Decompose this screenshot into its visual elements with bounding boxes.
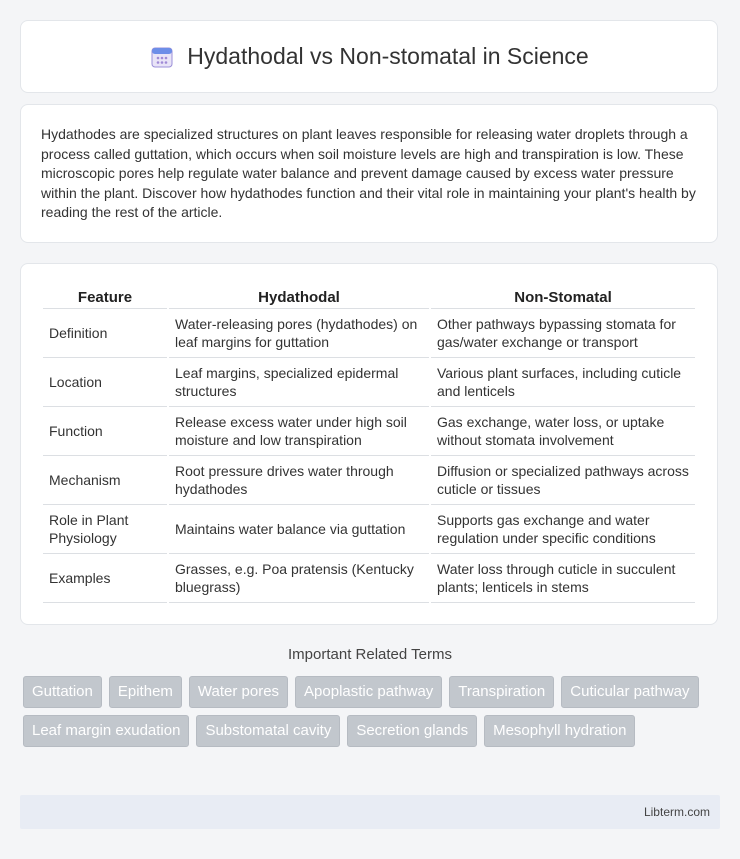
table-cell: Gas exchange, water loss, or uptake without stomata involvement (431, 406, 695, 455)
related-term-tag[interactable]: Leaf margin exudation (23, 715, 189, 747)
related-term-tag[interactable]: Secretion glands (347, 715, 477, 747)
footer (20, 795, 720, 829)
table-cell: Root pressure drives water through hydathodes (169, 455, 429, 504)
comparison-table (41, 284, 697, 603)
calendar-icon (149, 44, 175, 70)
intro-card (20, 104, 718, 243)
table-cell: Definition (43, 308, 167, 357)
table-row (43, 406, 695, 455)
related-term-tag[interactable]: Substomatal cavity (196, 715, 340, 747)
table-cell: Other pathways bypassing stomata for gas/water exchange or transport (431, 308, 695, 357)
table-cell: Various plant surfaces, including cuticle and lenticels (431, 357, 695, 406)
table-cell: Mechanism (43, 455, 167, 504)
table-cell: Diffusion or specialized pathways across cuticle or tissues (431, 455, 695, 504)
table-header-row (43, 284, 695, 308)
footer-site-link[interactable]: Libterm.com (643, 805, 710, 819)
column-header: Feature (77, 289, 133, 306)
related-term-tag[interactable]: Mesophyll hydration (484, 715, 635, 747)
page-title: Hydathodal vs Non-stomatal in Science (187, 43, 589, 69)
header-card (20, 20, 718, 93)
column-header: Hydathodal (258, 289, 340, 306)
table-cell: Water-releasing pores (hydathodes) on leaf margins for guttation (169, 308, 429, 357)
table-cell: Release excess water under high soil moisture and low transpiration (169, 406, 429, 455)
related-term-tag[interactable]: Transpiration (449, 676, 554, 708)
table-row (43, 308, 695, 357)
related-term-tag[interactable]: Water pores (189, 676, 288, 708)
related-term-tag[interactable]: Cuticular pathway (561, 676, 698, 708)
table-cell: Leaf margins, specialized epidermal structures (169, 357, 429, 406)
table-cell: Water loss through cuticle in succulent plants; lenticels in stems (431, 553, 695, 603)
table-cell: Location (43, 357, 167, 406)
table-cell: Grasses, e.g. Poa pratensis (Kentucky bluegrass) (169, 553, 429, 603)
table-cell: Examples (43, 553, 167, 603)
related-terms-list (23, 676, 723, 754)
table-cell: Maintains water balance via guttation (169, 504, 429, 553)
table-row (43, 357, 695, 406)
table-row (43, 455, 695, 504)
table-cell: Supports gas exchange and water regulation under specific conditions (431, 504, 695, 553)
table-row (43, 553, 695, 603)
column-header: Non-Stomatal (514, 289, 612, 306)
related-term-tag[interactable]: Guttation (23, 676, 102, 708)
table-cell: Function (43, 406, 167, 455)
comparison-card (20, 263, 718, 625)
table-cell: Role in Plant Physiology (43, 504, 167, 553)
related-terms-title: Important Related Terms (288, 646, 452, 663)
related-term-tag[interactable]: Apoplastic pathway (295, 676, 442, 708)
related-term-tag[interactable]: Epithem (109, 676, 182, 708)
intro-text: Hydathodes are specialized structures on plant leaves responsible for releasing water droplets through a process called guttation, which occurs when soil moisture levels are high and transpiration is low. These microscopic pores help regulate water balance and prevent damage caused by excess water pressure within the plant. Discover how hydathodes function and their vital role in maintaining your plant's health by reading the rest of the article. (41, 126, 696, 221)
table-row (43, 504, 695, 553)
